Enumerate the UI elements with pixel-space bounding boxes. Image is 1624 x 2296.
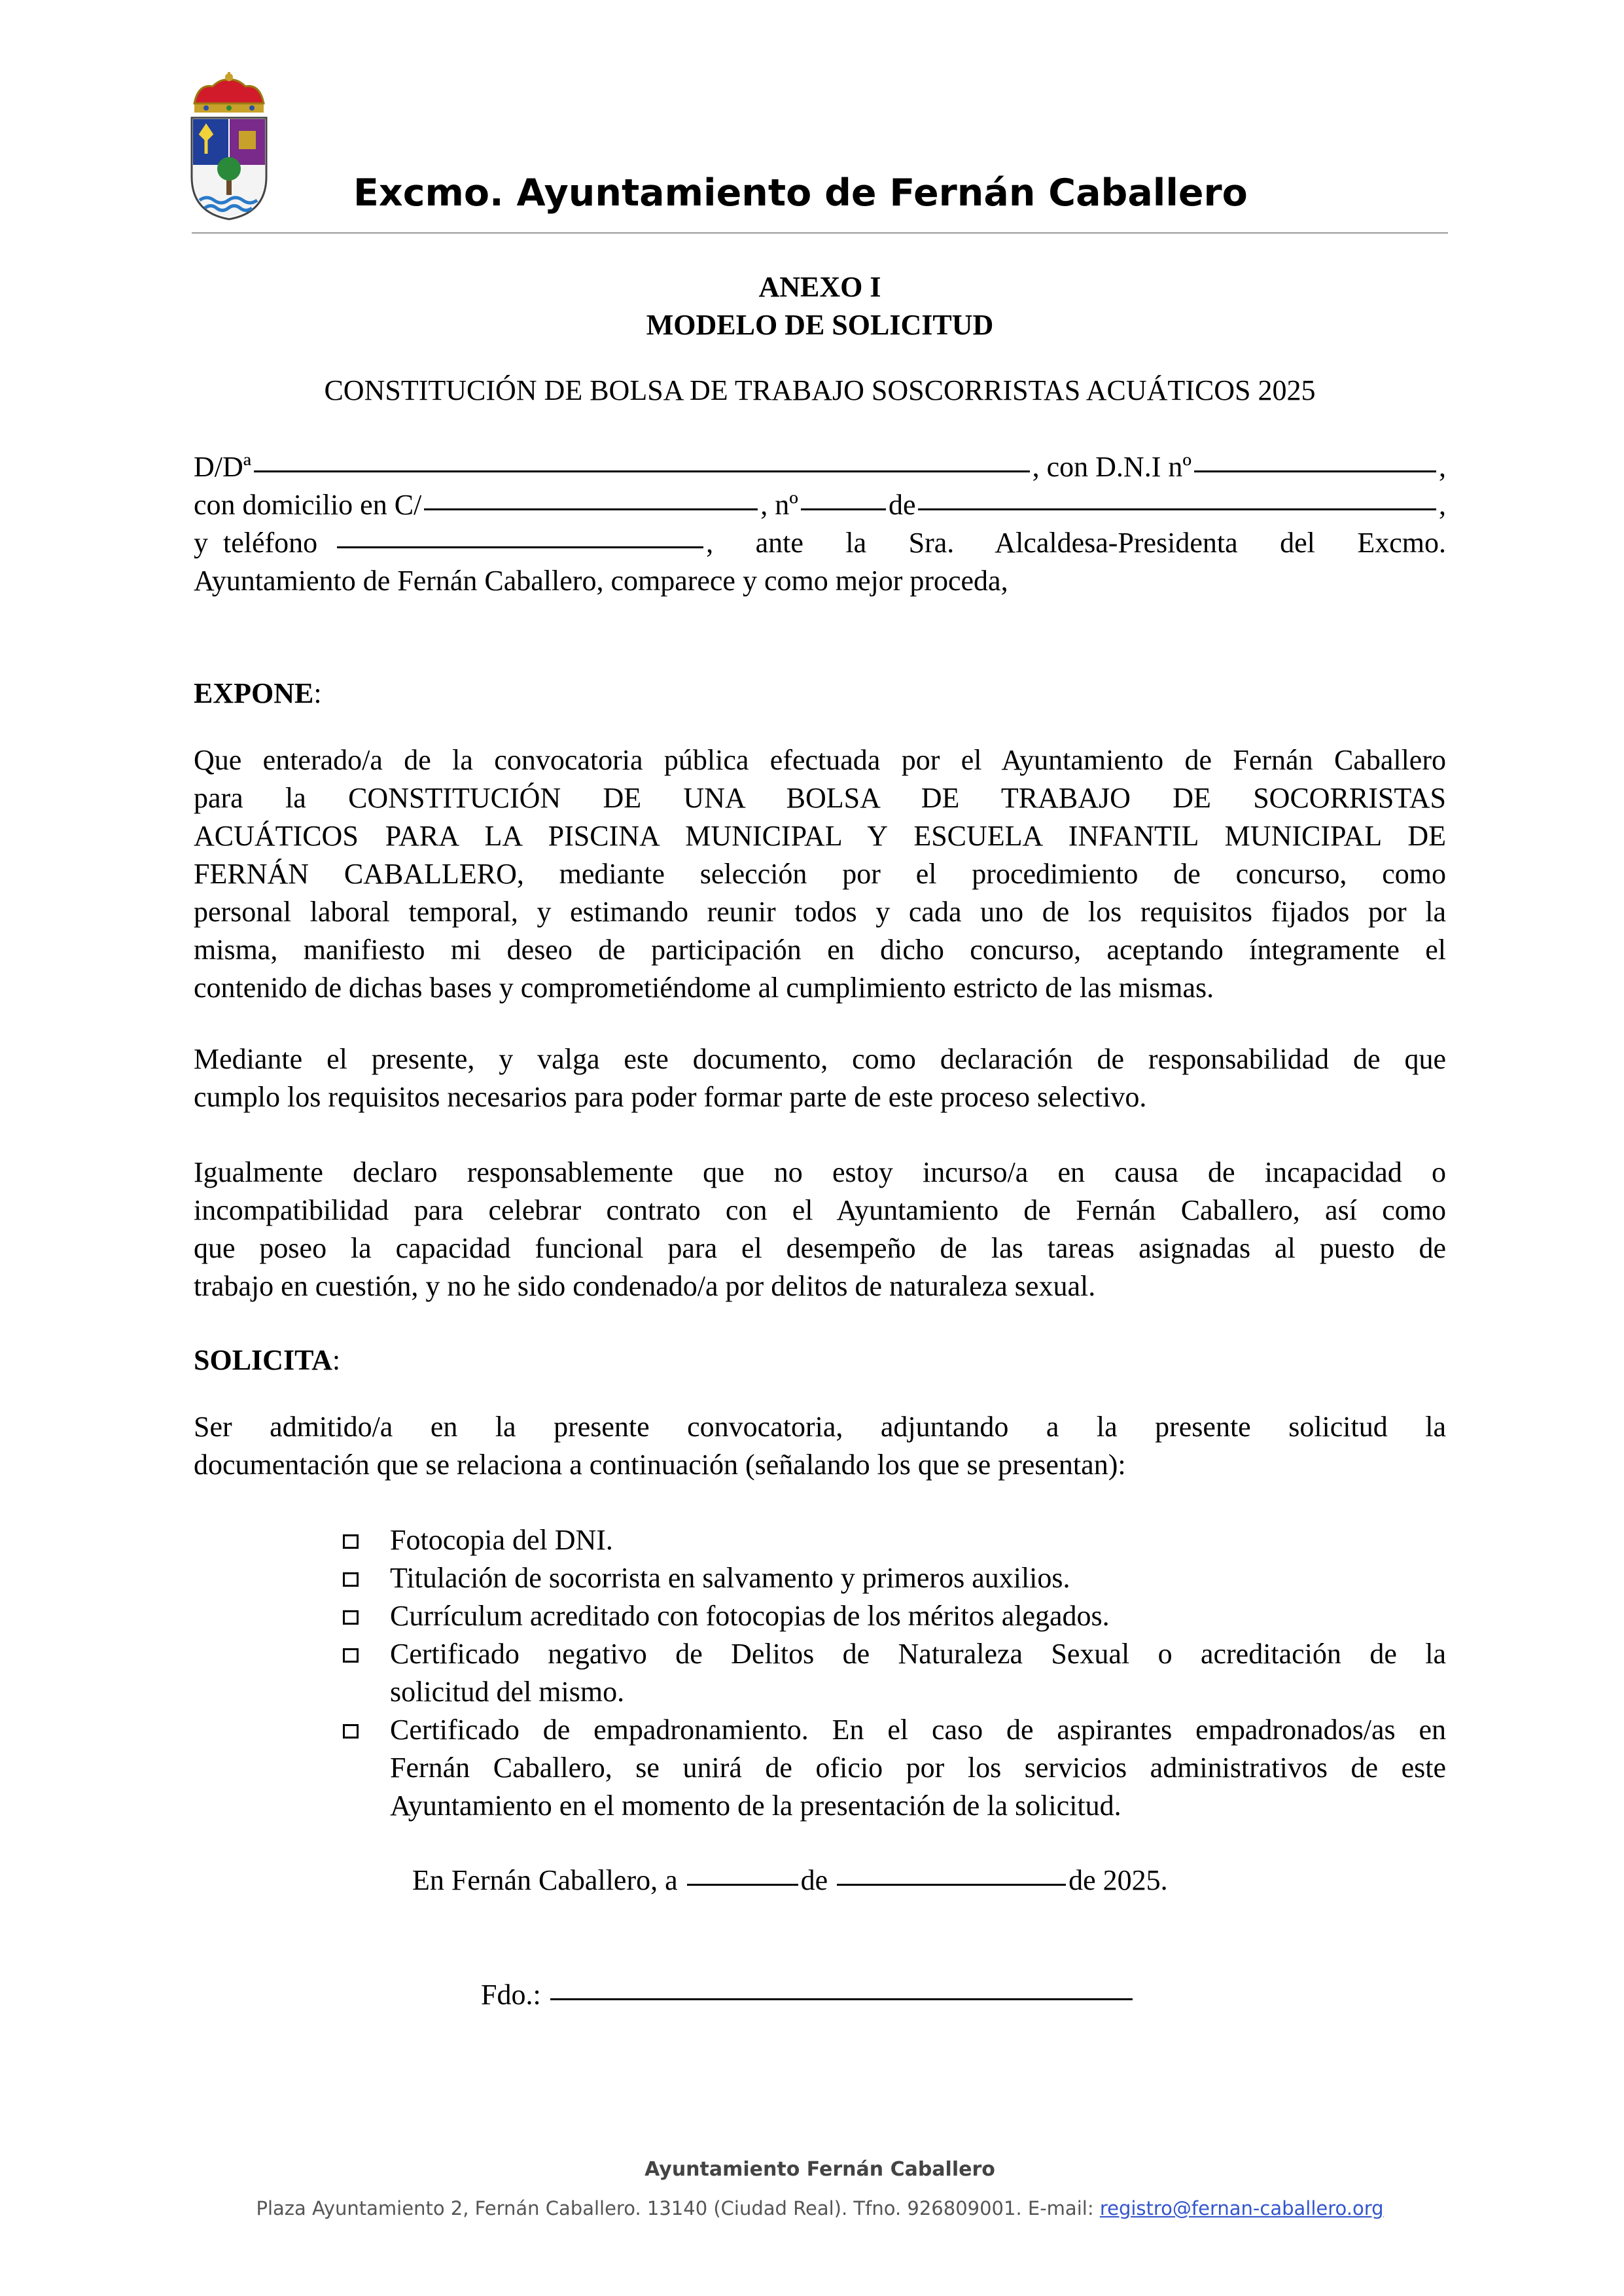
town-label: de — [888, 489, 916, 521]
applicant-address-row — [194, 486, 1446, 524]
header-divider — [192, 232, 1448, 234]
checkbox-icon[interactable] — [343, 1534, 359, 1549]
checkbox-icon[interactable] — [343, 1610, 359, 1625]
list-item: Certificado de empadronamiento. En el caso de aspirantes empadronados/as en Fernán Caballero, se unirá de oficio por los servicios administrativos de este Ayuntamiento en el momento de la presentación de la solicitud. — [340, 1711, 1446, 1825]
day-field[interactable] — [687, 1884, 798, 1886]
signature-field[interactable] — [550, 1998, 1133, 2000]
phone-field[interactable] — [337, 546, 703, 548]
name-field[interactable] — [254, 470, 1030, 472]
municipal-coat-of-arms-icon — [186, 72, 272, 222]
phone-label: y teléfono — [194, 527, 318, 559]
applicant-name-row — [194, 448, 1446, 486]
signature-line: Fdo.: — [481, 1976, 1135, 2014]
street-number-field[interactable] — [801, 508, 886, 510]
date-line: En Fernán Caballero, a de de 2025. — [412, 1864, 1168, 1896]
town-field[interactable] — [918, 508, 1436, 510]
applicant-phone-row — [194, 524, 1446, 562]
street-field[interactable] — [424, 508, 758, 510]
document-checklist — [340, 1521, 1446, 1825]
solicita-heading: SOLICITA: — [194, 1344, 341, 1376]
dni-label: , con D.N.I nº — [1032, 451, 1192, 483]
checkbox-icon[interactable] — [343, 1648, 359, 1663]
checkbox-icon[interactable] — [343, 1724, 359, 1739]
address-row-comma: , — [1439, 489, 1446, 521]
month-field[interactable] — [837, 1884, 1066, 1886]
form-subject: CONSTITUCIÓN DE BOLSA DE TRABAJO SOSCORRISTAS ACUÁTICOS 2025 — [324, 374, 1316, 406]
name-label: D/Dª — [194, 451, 251, 483]
list-item: Certificado negativo de Delitos de Naturaleza Sexual o acreditación de la solicitud del mismo. — [340, 1635, 1446, 1711]
footer-organization: Ayuntamiento Fernán Caballero — [644, 2158, 995, 2181]
form-title: MODELO DE SOLICITUD — [646, 309, 994, 341]
footer-email-link[interactable]: registro@fernan-caballero.org — [1099, 2197, 1384, 2219]
list-item: Currículum acreditado con fotocopias de los méritos alegados. — [340, 1597, 1446, 1635]
address-label: con domicilio en C/ — [194, 489, 422, 521]
checkbox-icon[interactable] — [343, 1572, 359, 1587]
solicita-intro: Ser admitido/a en la presente convocatoria, adjuntando a la presente solicitud la documentación que se relaciona a continuación (señalando los que se presentan): — [194, 1411, 1446, 1481]
expone-paragraph-2: Mediante el presente, y valga este documento, como declaración de responsabilidad de que cumplo los requisitos necesarios para poder formar parte de este proceso selectivo. — [194, 1043, 1446, 1113]
applicant-section — [194, 448, 1446, 600]
name-row-comma: , — [1439, 451, 1446, 483]
list-item: Fotocopia del DNI. — [340, 1521, 1446, 1559]
applicant-closing-text: Ayuntamiento de Fernán Caballero, comparece y como mejor proceda, — [194, 565, 1008, 597]
number-label: , nº — [760, 489, 798, 521]
footer-contact: Plaza Ayuntamiento 2, Fernán Caballero. 13140 (Ciudad Real). Tfno. 926809001. E-mail: registro@fernan-caballero.org — [256, 2197, 1384, 2219]
expone-paragraph-1: Que enterado/a de la convocatoria pública efectuada por el Ayuntamiento de Fernán Caballero para la CONSTITUCIÓN DE UNA BOLSA DE TRABAJO DE SOCORRISTAS ACUÁTICOS PARA LA PISCINA MUNICIPAL Y ESCUELA INFANTIL MUNICIPAL DE FERNÁN CABALLERO, mediante selección por el procedimiento de concurso, como personal laboral temporal, y estimando reunir todos y cada uno de los requisitos fijados por la misma, manifiesto mi deseo de participación en dicho concurso, aceptando íntegramente el contenido de dichas bases y comprometiéndome al cumplimiento estricto de las mismas. — [194, 744, 1446, 1004]
header-title: Excmo. Ayuntamiento de Fernán Caballero — [353, 171, 1248, 215]
before-text: , ante la Sra. Alcaldesa-Presidenta del Excmo. — [706, 527, 1446, 559]
expone-heading: EXPONE: — [194, 677, 322, 709]
annex-label: ANEXO I — [758, 271, 881, 303]
list-item: Titulación de socorrista en salvamento y primeros auxilios. — [340, 1559, 1446, 1597]
expone-paragraph-3: Igualmente declaro responsablemente que no estoy incurso/a en causa de incapacidad o incompatibilidad para celebrar contrato con el Ayuntamiento de Fernán Caballero, así como que poseo la capacidad funcional para el desempeño de las tareas asignadas al puesto de trabajo en cuestión, y no he sido condenado/a por delitos de naturaleza sexual. — [194, 1156, 1446, 1302]
dni-field[interactable] — [1194, 470, 1436, 472]
